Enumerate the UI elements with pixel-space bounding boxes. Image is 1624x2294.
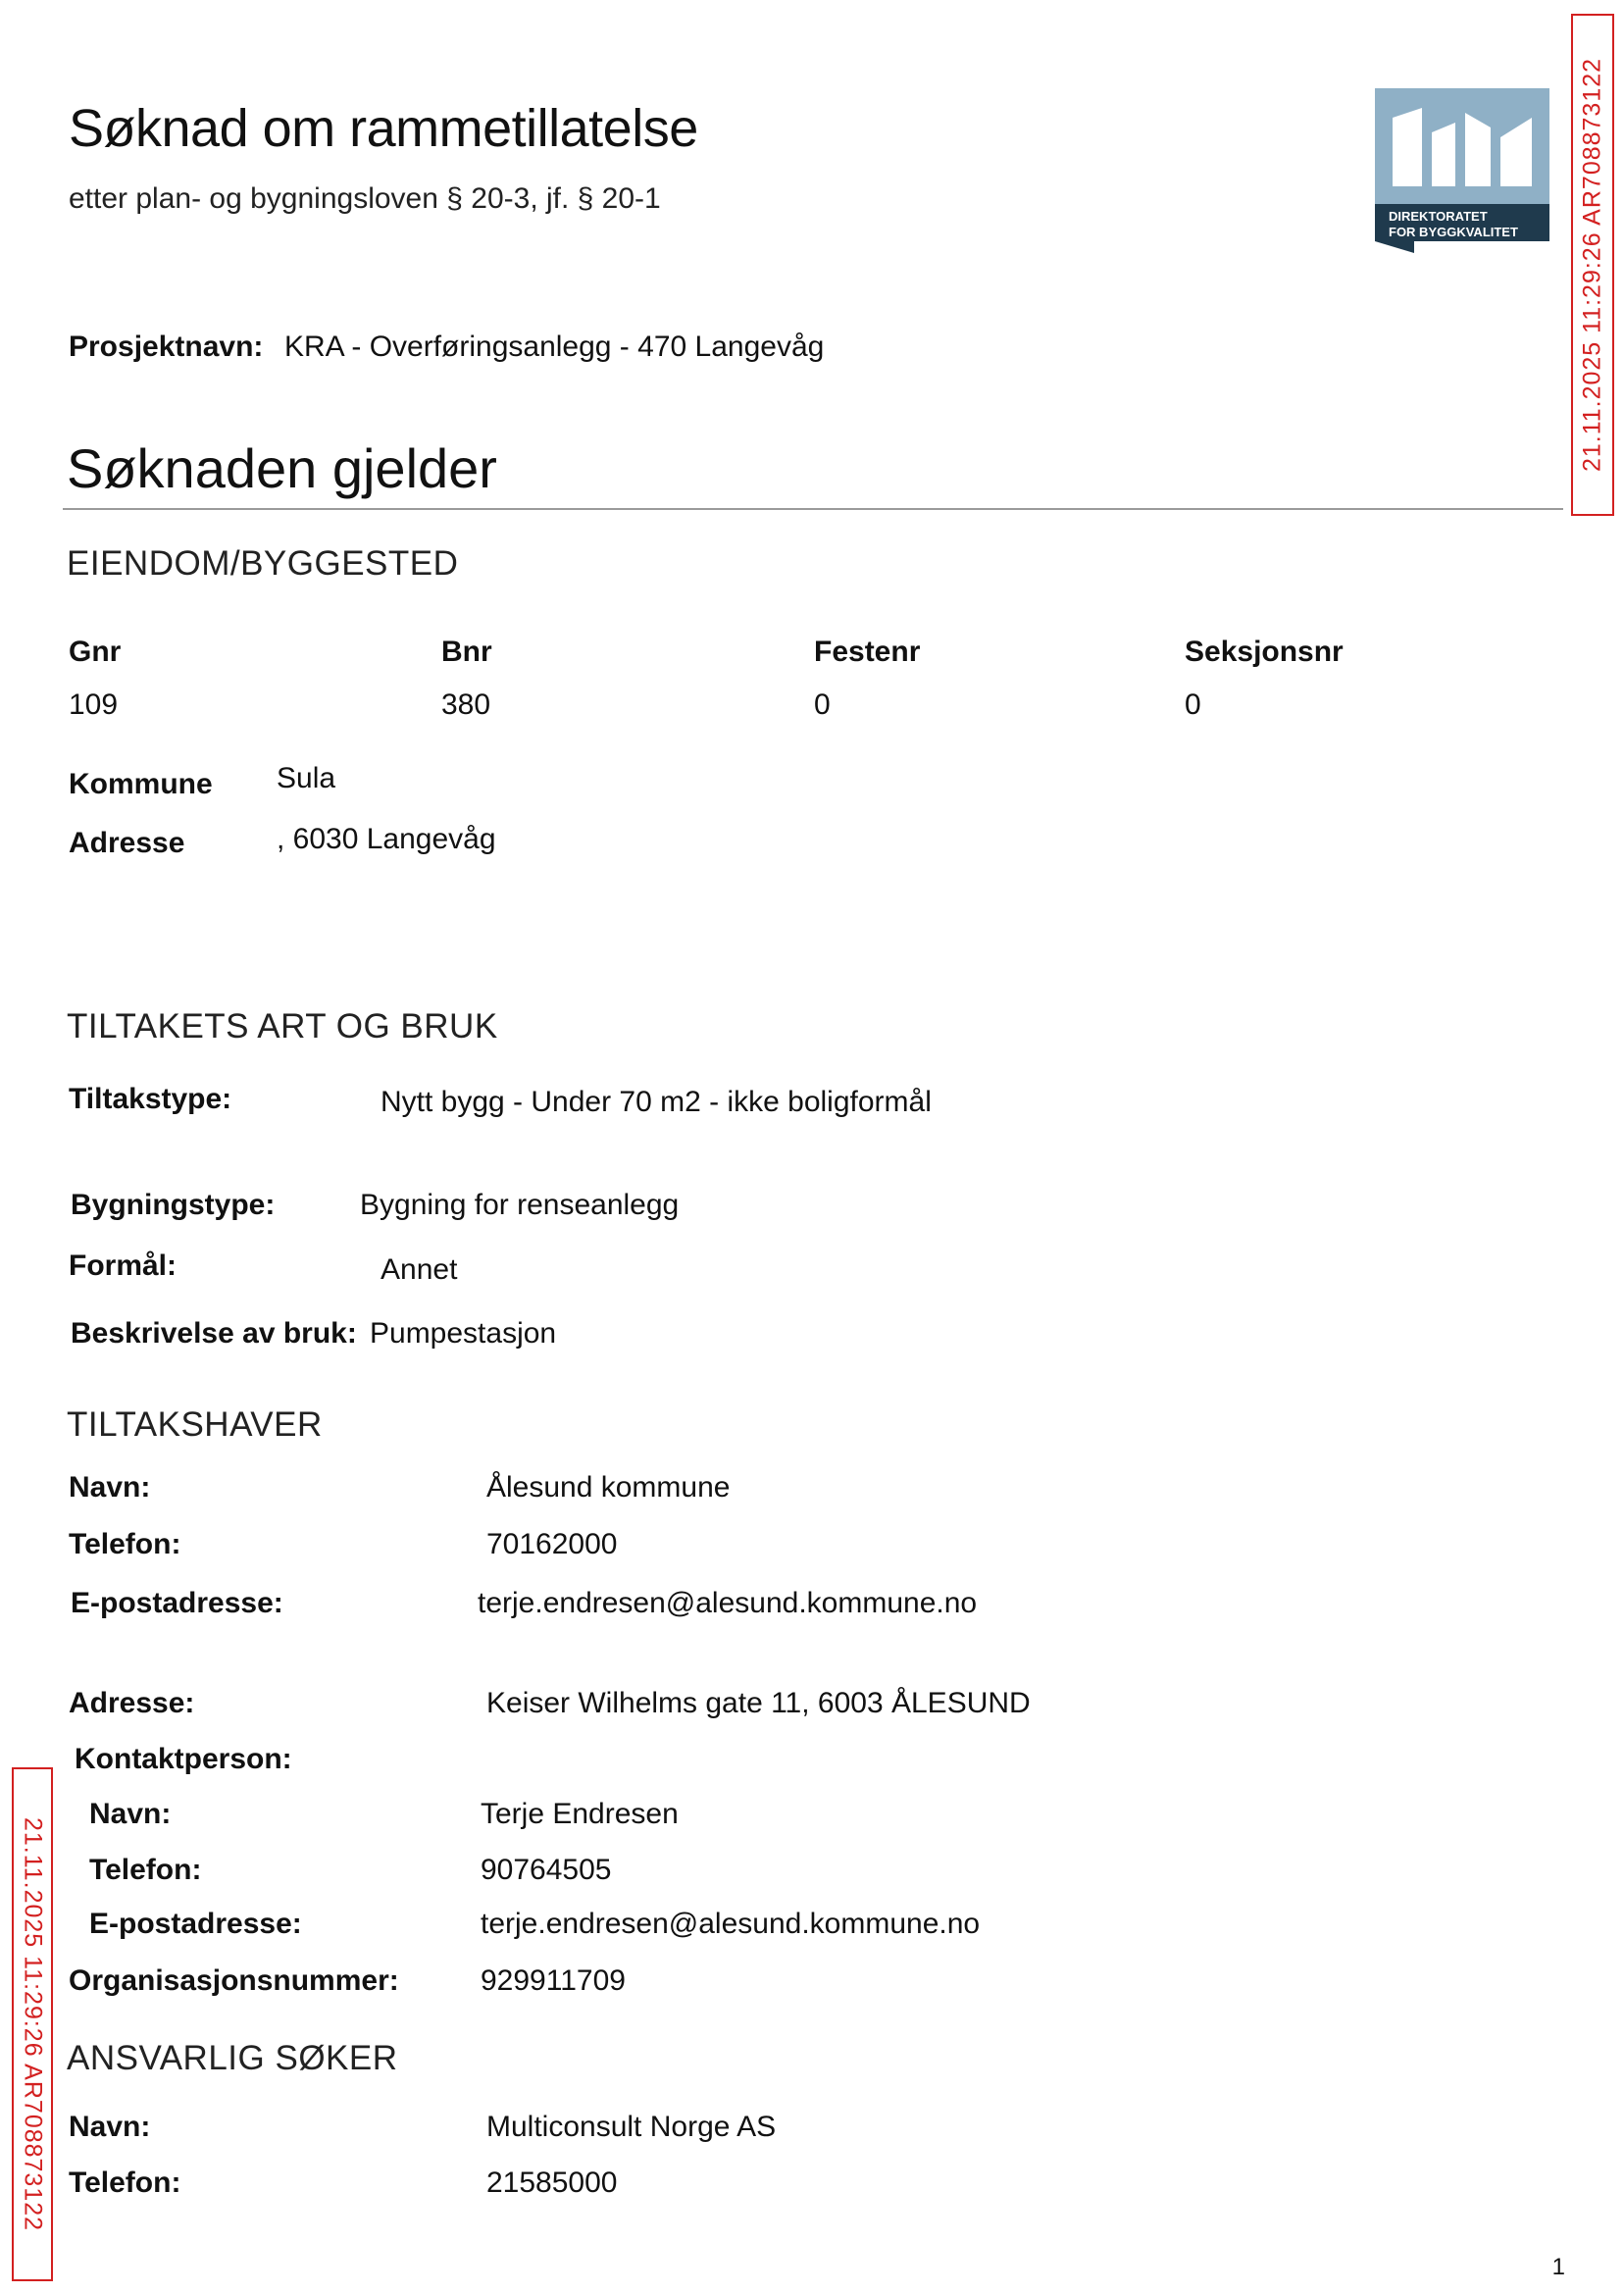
tiltakstype-value: Nytt bygg - Under 70 m2 - ikke boligformål [381, 1086, 932, 1118]
beskrivelse-value: Pumpestasjon [370, 1317, 557, 1350]
stamp-text: 21.11.2025 11:29:26 AR708873122 [19, 1816, 47, 2232]
col-seksjonsnr: Seksjonsnr [1185, 636, 1344, 668]
tiltakshaver-epost-label: E-postadresse: [71, 1587, 283, 1619]
ansvarlig-telefon-value: 21585000 [486, 2167, 618, 2199]
dibk-logo [1375, 88, 1549, 253]
beskrivelse-label: Beskrivelse av bruk: [71, 1317, 357, 1350]
bygningstype-value: Bygning for renseanlegg [360, 1189, 680, 1221]
kontakt-telefon-value: 90764505 [481, 1854, 612, 1886]
document-subtitle: etter plan- og bygningsloven § 20-3, jf. § 20-1 [69, 182, 661, 215]
kommune-value: Sula [277, 762, 336, 794]
tiltakshaver-telefon-label: Telefon: [69, 1528, 181, 1560]
value-seksjonsnr: 0 [1185, 688, 1201, 721]
tiltakshaver-adresse-label: Adresse: [69, 1687, 195, 1719]
formaal-value: Annet [381, 1253, 458, 1286]
project-value: KRA - Overføringsanlegg - 470 Langevåg [284, 331, 825, 363]
col-bnr: Bnr [441, 636, 492, 668]
project-label: Prosjektnavn: [69, 331, 264, 363]
tiltak-heading: TILTAKETS ART OG BRUK [67, 1007, 498, 1045]
kontakt-navn-label: Navn: [89, 1798, 172, 1830]
tiltakshaver-epost-value: terje.endresen@alesund.kommune.no [478, 1587, 978, 1619]
kommune-label: Kommune [69, 768, 213, 800]
ansvarlig-navn-value: Multiconsult Norge AS [486, 2111, 777, 2143]
tiltakshaver-heading: TILTAKSHAVER [67, 1405, 323, 1444]
col-festenr: Festenr [814, 636, 921, 668]
tiltakshaver-navn-label: Navn: [69, 1471, 151, 1504]
orgnr-value: 929911709 [481, 1964, 626, 1997]
adresse-value: , 6030 Langevåg [277, 823, 496, 855]
ansvarlig-heading: ANSVARLIG SØKER [67, 2039, 398, 2077]
value-gnr: 109 [69, 688, 119, 721]
page-number: 1 [1551, 2254, 1565, 2280]
document-title: Søknad om rammetillatelse [69, 99, 698, 158]
value-festenr: 0 [814, 688, 831, 721]
section-heading: Søknaden gjelder [67, 437, 497, 499]
ansvarlig-navn-label: Navn: [69, 2111, 151, 2143]
ansvarlig-telefon-label: Telefon: [69, 2167, 181, 2199]
tiltakshaver-navn-value: Ålesund kommune [486, 1471, 731, 1504]
kontakt-epost-label: E-postadresse: [89, 1908, 302, 1940]
stamp-text: 21.11.2025 11:29:26 AR708873122 [1578, 57, 1606, 473]
kontakt-epost-value: terje.endresen@alesund.kommune.no [481, 1908, 981, 1940]
tiltakshaver-telefon-value: 70162000 [486, 1528, 618, 1560]
orgnr-label: Organisasjonsnummer: [69, 1964, 399, 1997]
logo-text-1: DIREKTORATET [1389, 209, 1488, 224]
bygningstype-label: Bygningstype: [71, 1189, 276, 1221]
tiltakshaver-adresse-value: Keiser Wilhelms gate 11, 6003 ÅLESUND [486, 1687, 1031, 1719]
logo-text-2: FOR BYGGKVALITET [1389, 225, 1518, 239]
formaal-label: Formål: [69, 1249, 178, 1282]
timestamp-stamp-top [1571, 14, 1614, 516]
value-bnr: 380 [441, 688, 491, 721]
tiltakstype-label: Tiltakstype: [69, 1083, 232, 1115]
property-heading: EIENDOM/BYGGESTED [67, 544, 459, 583]
section-divider [63, 508, 1563, 510]
timestamp-stamp-left [12, 1767, 53, 2281]
kontaktperson-label: Kontaktperson: [75, 1743, 292, 1775]
adresse-label: Adresse [69, 827, 185, 859]
kontakt-telefon-label: Telefon: [89, 1854, 202, 1886]
kontakt-navn-value: Terje Endresen [481, 1798, 679, 1830]
col-gnr: Gnr [69, 636, 122, 668]
